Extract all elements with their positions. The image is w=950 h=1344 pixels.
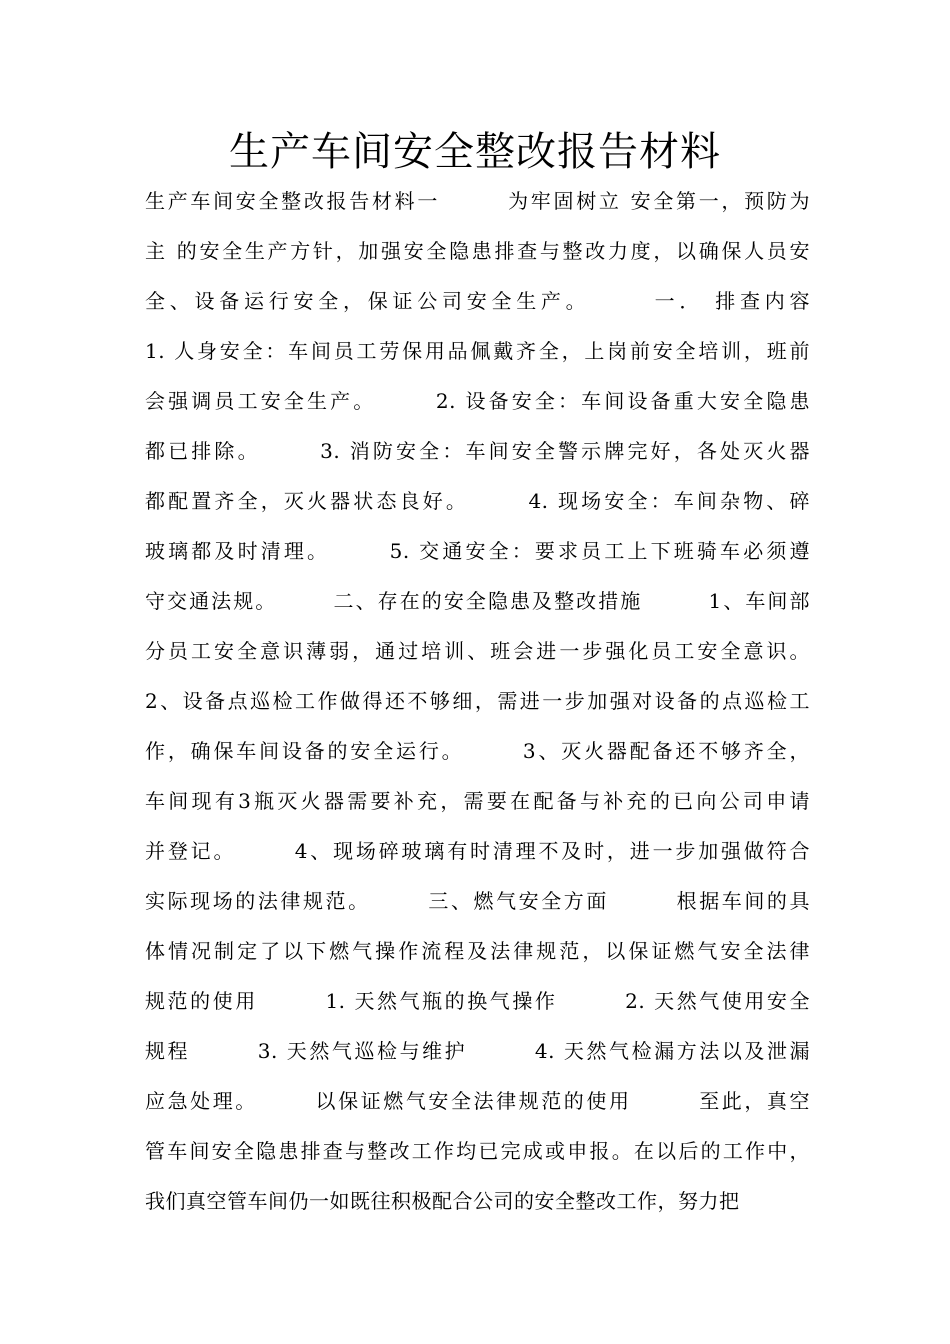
body-line: 1. 人身安全：车间员工劳保用品佩戴齐全，上岗前安全培训，班前 xyxy=(145,339,810,363)
body-line: 规程 3. 天然气巡检与维护 4. 天然气检漏方法以及泄漏 xyxy=(145,1039,810,1063)
body-line: 玻璃都及时清理。 5. 交通安全：要求员工上下班骑车必须遵 xyxy=(145,539,810,563)
body-line: 都配置齐全，灭火器状态良好。 4. 现场安全：车间杂物、碎 xyxy=(145,489,810,513)
body-line: 都已排除。 3. 消防安全：车间安全警示牌完好，各处灭火器 xyxy=(145,439,810,463)
body-line: 分员工安全意识薄弱，通过培训、班会进一步强化员工安全意识。 xyxy=(145,639,810,663)
body-line: 2、设备点巡检工作做得还不够细，需进一步加强对设备的点巡检工 xyxy=(145,689,810,713)
document-title: 生产车间安全整改报告材料 xyxy=(229,129,721,175)
body-line: 体情况制定了以下燃气操作流程及法律规范，以保证燃气安全法律 xyxy=(145,939,810,963)
body-line: 会强调员工安全生产。 2. 设备安全：车间设备重大安全隐患 xyxy=(145,389,810,413)
body-line: 实际现场的法律规范。 三、燃气安全方面 根据车间的具 xyxy=(145,889,810,913)
body-line: 全、设备运行安全，保证公司安全生产。 一． 排查内容 xyxy=(145,289,810,313)
body-line: 应急处理。 以保证燃气安全法律规范的使用 至此，真空 xyxy=(145,1089,810,1113)
body-line: 生产车间安全整改报告材料一 为牢固树立 安全第一，预防为 xyxy=(145,189,810,213)
body-line: 并登记。 4、现场碎玻璃有时清理不及时，进一步加强做符合 xyxy=(145,839,810,863)
body-line: 车间现有3瓶灭火器需要补充，需要在配备与补充的已向公司申请 xyxy=(145,789,810,813)
body-line: 作，确保车间设备的安全运行。 3、灭火器配备还不够齐全， xyxy=(145,739,810,763)
document-body xyxy=(145,176,810,1226)
body-line: 主 的安全生产方针，加强安全隐患排查与整改力度，以确保人员安 xyxy=(145,239,810,263)
body-line: 守交通法规。 二、存在的安全隐患及整改措施 1、车间部 xyxy=(145,589,810,613)
body-line: 我们真空管车间仍一如既往积极配合公司的安全整改工作，努力把 xyxy=(145,1189,740,1213)
body-line: 管车间安全隐患排查与整改工作均已完成或申报。在以后的工作中， xyxy=(145,1139,810,1163)
body-line: 规范的使用 1. 天然气瓶的换气操作 2. 天然气使用安全 xyxy=(145,989,810,1013)
